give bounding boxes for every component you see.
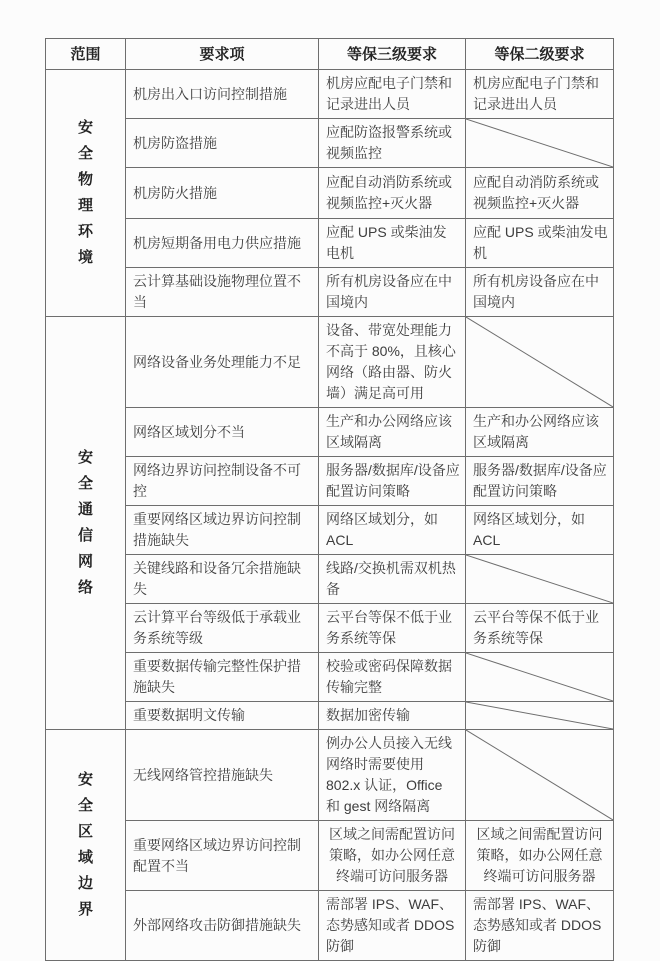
level2-cell: 应配自动消防系统或视频监控+灭火器 — [466, 168, 614, 219]
requirement-cell: 网络区域划分不当 — [126, 408, 319, 457]
table-row — [46, 604, 614, 653]
level2-cell: 应配 UPS 或柴油发电机 — [466, 219, 614, 268]
requirement-cell: 关键线路和设备冗余措施缺失 — [126, 555, 319, 604]
level2-cell-empty — [466, 119, 614, 168]
diagonal-line — [466, 730, 613, 820]
table-row — [46, 119, 614, 168]
requirement-cell: 重要网络区域边界访问控制配置不当 — [126, 821, 319, 891]
column-header-requirement: 要求项 — [126, 39, 319, 70]
requirement-cell: 机房短期备用电力供应措施 — [126, 219, 319, 268]
level2-cell: 服务器/数据库/设备应配置访问策略 — [466, 457, 614, 506]
scope-label: 安全物理环境 — [78, 119, 94, 266]
level2-cell-empty — [466, 702, 614, 730]
level3-cell: 需部署 IPS、WAF、态势感知或者 DDOS 防御 — [319, 891, 466, 961]
table-row — [46, 702, 614, 730]
requirement-cell: 机房出入口访问控制措施 — [126, 70, 319, 119]
level3-cell: 设备、带宽处理能力不高于 80%，且核心网络（路由器、防火墙）满足高可用 — [319, 317, 466, 408]
diagonal-line — [466, 653, 613, 701]
table-row — [46, 70, 614, 119]
requirement-cell: 无线网络管控措施缺失 — [126, 730, 319, 821]
scope-label: 安全通信网络 — [78, 449, 94, 596]
level3-cell: 应配防盗报警系统或视频监控 — [319, 119, 466, 168]
level3-cell: 校验或密码保障数据传输完整 — [319, 653, 466, 702]
table-row — [46, 555, 614, 604]
security-requirements-table — [45, 38, 614, 961]
level2-cell: 机房应配电子门禁和记录进出人员 — [466, 70, 614, 119]
level2-cell: 云平台等保不低于业务系统等保 — [466, 604, 614, 653]
level3-cell: 机房应配电子门禁和记录进出人员 — [319, 70, 466, 119]
requirement-cell: 云计算基础设施物理位置不当 — [126, 268, 319, 317]
header-row — [46, 39, 614, 70]
table-row — [46, 653, 614, 702]
table-row — [46, 821, 614, 891]
level3-cell: 服务器/数据库/设备应配置访问策略 — [319, 457, 466, 506]
level3-cell: 线路/交换机需双机热备 — [319, 555, 466, 604]
scope-cell-physical-environment — [46, 70, 126, 317]
column-header-scope: 范围 — [46, 39, 126, 70]
level3-cell: 网络区域划分，如 ACL — [319, 506, 466, 555]
table-row — [46, 168, 614, 219]
column-header-level2: 等保二级要求 — [466, 39, 614, 70]
level3-cell: 所有机房设备应在中国境内 — [319, 268, 466, 317]
level2-cell-empty — [466, 317, 614, 408]
level2-cell: 所有机房设备应在中国境内 — [466, 268, 614, 317]
table-row — [46, 457, 614, 506]
table-row — [46, 317, 614, 408]
level2-cell: 网络区域划分，如 ACL — [466, 506, 614, 555]
level3-cell: 应配自动消防系统或视频监控+灭火器 — [319, 168, 466, 219]
scope-label: 安全区域边界 — [78, 771, 94, 918]
level3-cell: 数据加密传输 — [319, 702, 466, 730]
requirement-cell: 机房防火措施 — [126, 168, 319, 219]
level3-cell: 应配 UPS 或柴油发电机 — [319, 219, 466, 268]
scope-cell-communication-network — [46, 317, 126, 730]
level2-cell: 生产和办公网络应该区域隔离 — [466, 408, 614, 457]
table-row — [46, 408, 614, 457]
requirement-cell: 重要数据明文传输 — [126, 702, 319, 730]
level2-cell: 区域之间需配置访问策略，如办公网任意终端可访问服务器 — [466, 821, 614, 891]
column-header-level3: 等保三级要求 — [319, 39, 466, 70]
table-row — [46, 268, 614, 317]
level2-cell-empty — [466, 730, 614, 821]
table-row — [46, 219, 614, 268]
diagonal-line — [466, 119, 613, 167]
requirement-cell: 云计算平台等级低于承载业务系统等级 — [126, 604, 319, 653]
level2-cell-empty — [466, 653, 614, 702]
requirement-cell: 外部网络攻击防御措施缺失 — [126, 891, 319, 961]
level2-cell: 需部署 IPS、WAF、态势感知或者 DDOS 防御 — [466, 891, 614, 961]
level2-cell-empty — [466, 555, 614, 604]
table-row — [46, 506, 614, 555]
diagonal-line — [466, 702, 613, 729]
requirement-cell: 重要数据传输完整性保护措施缺失 — [126, 653, 319, 702]
level3-cell: 生产和办公网络应该区域隔离 — [319, 408, 466, 457]
requirement-cell: 网络设备业务处理能力不足 — [126, 317, 319, 408]
requirement-cell: 机房防盗措施 — [126, 119, 319, 168]
diagonal-line — [466, 555, 613, 603]
table-row — [46, 730, 614, 821]
requirement-cell: 重要网络区域边界访问控制措施缺失 — [126, 506, 319, 555]
diagonal-line — [466, 317, 613, 407]
level3-cell: 区域之间需配置访问策略，如办公网任意终端可访问服务器 — [319, 821, 466, 891]
level3-cell: 例办公人员接入无线网络时需要使用 802.x 认证，Office 和 gest 网络隔离 — [319, 730, 466, 821]
requirement-cell: 网络边界访问控制设备不可控 — [126, 457, 319, 506]
level3-cell: 云平台等保不低于业务系统等保 — [319, 604, 466, 653]
